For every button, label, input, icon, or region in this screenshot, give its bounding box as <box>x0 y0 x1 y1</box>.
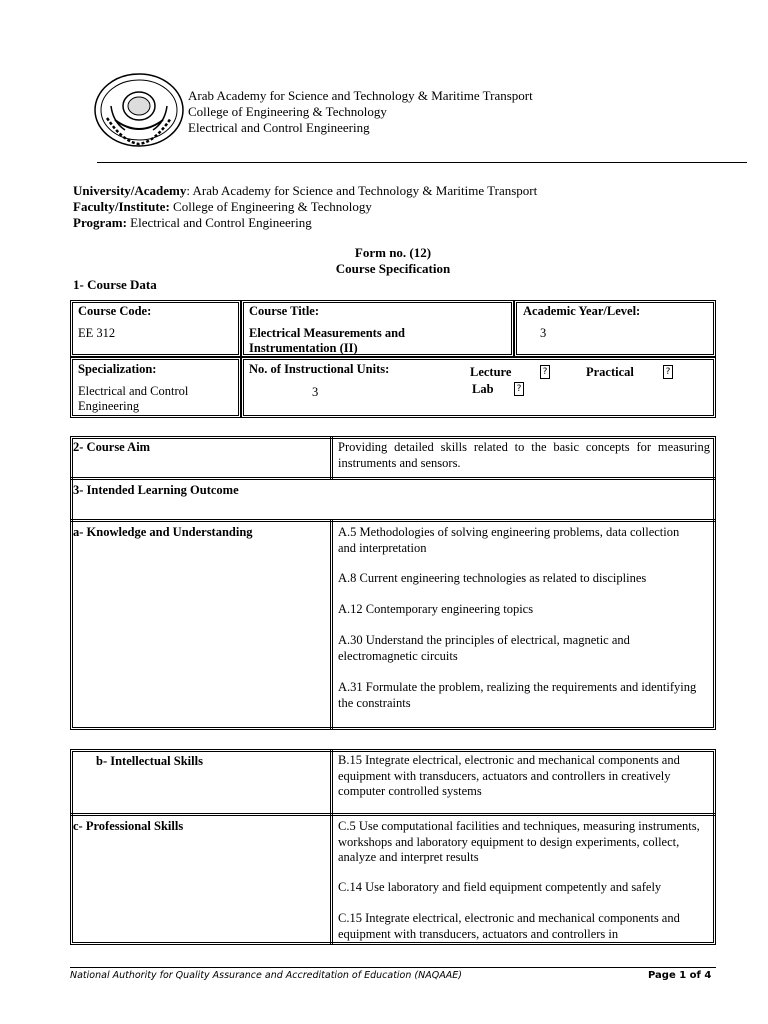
intellectual-skills-text: B.15 Integrate electrical, electronic and mechanical components and equipment with transducers, actuators and controllers in creatively computer controlled systems <box>338 753 680 798</box>
university-label: University/Academy <box>73 183 187 198</box>
ilo-table-rule-2 <box>70 519 716 522</box>
academy-seal-logo <box>93 72 185 148</box>
knowledge-item: A.30 Understand the principles of electrical, magnetic and electromagnetic circuits <box>338 633 630 663</box>
skills-table-rule <box>70 813 716 816</box>
lecture-checkbox: ? <box>540 365 550 379</box>
footer-divider <box>70 967 716 968</box>
course-title-label: Course Title: <box>249 304 320 318</box>
academic-year-label: Academic Year/Level: <box>523 304 641 318</box>
knowledge-item: A.8 Current engineering technologies as related to disciplines <box>338 571 647 585</box>
program-line <box>73 215 312 231</box>
course-title-value-1: Electrical Measurements and <box>249 326 405 340</box>
specialization-label: Specialization: <box>78 362 157 376</box>
course-code-value: EE 312 <box>78 326 116 340</box>
ilo-table-divider-1 <box>330 436 333 480</box>
skills-table-divider <box>330 749 333 945</box>
professional-skill-item: C.5 Use computational facilities and techniques, measuring instruments, workshops and laboratory equipment to design experiments, collect, analyze and interpret results <box>338 819 700 864</box>
academic-year-value: 3 <box>540 326 547 340</box>
ilo-table-divider-2 <box>330 519 333 730</box>
course-title-value-2: Instrumentation (II) <box>249 341 358 355</box>
header-college: College of Engineering & Technology <box>188 104 387 119</box>
knowledge-label: a- Knowledge and Understanding <box>73 525 253 539</box>
instructional-units-value: 3 <box>312 385 319 399</box>
professional-skill-item: C.15 Integrate electrical, electronic and mechanical components and equipment with transducers, actuators and controllers in <box>338 911 680 941</box>
knowledge-item: A.31 Formulate the problem, realizing the requirements and identifying the constraints <box>338 680 697 710</box>
instructional-units-label: No. of Instructional Units: <box>249 362 390 376</box>
program-label: Program: <box>73 215 127 230</box>
intellectual-skills-label: b- Intellectual Skills <box>96 754 203 768</box>
lab-checkbox: ? <box>514 382 524 396</box>
form-number: Form no. (12) <box>354 245 432 260</box>
university-value: : Arab Academy for Science and Technology & Maritime Transport <box>186 183 538 198</box>
practical-label: Practical <box>586 365 634 379</box>
course-aim-label: 2- Course Aim <box>73 440 151 454</box>
form-title: Course Specification <box>335 261 451 276</box>
course-aim-text: Providing detailed skills related to the basic concepts for measuring instruments and sensors. <box>338 440 710 470</box>
course-code-label: Course Code: <box>78 304 152 318</box>
footer-authority: National Authority for Quality Assurance and Accreditation of Education (NAQAAE) <box>70 970 462 981</box>
header-department: Electrical and Control Engineering <box>188 120 370 135</box>
practical-checkbox: ? <box>663 365 673 379</box>
faculty-value: College of Engineering & Technology <box>169 199 372 214</box>
header-institution: Arab Academy for Science and Technology & Maritime Transport <box>188 88 533 103</box>
professional-skill-item: C.14 Use laboratory and field equipment competently and safely <box>338 880 662 894</box>
ilo-label: 3- Intended Learning Outcome <box>73 483 239 497</box>
professional-skills-label: c- Professional Skills <box>73 819 184 833</box>
ilo-table-rule-1 <box>70 477 716 480</box>
specialization-value-1: Electrical and Control <box>78 384 189 398</box>
lab-label: Lab <box>472 382 494 396</box>
knowledge-item: A.5 Methodologies of solving engineering problems, data collection and interpretation <box>338 525 680 555</box>
header-divider <box>97 162 747 163</box>
page-number: Page 1 of 4 <box>648 970 712 981</box>
section-course-data: 1- Course Data <box>73 277 157 292</box>
program-value: Electrical and Control Engineering <box>126 215 312 230</box>
lecture-label: Lecture <box>470 365 512 379</box>
university-line <box>73 183 537 199</box>
specialization-value-2: Engineering <box>78 399 140 413</box>
faculty-label: Faculty/Institute: <box>73 199 170 214</box>
knowledge-item: A.12 Contemporary engineering topics <box>338 602 534 616</box>
faculty-line <box>73 199 372 215</box>
